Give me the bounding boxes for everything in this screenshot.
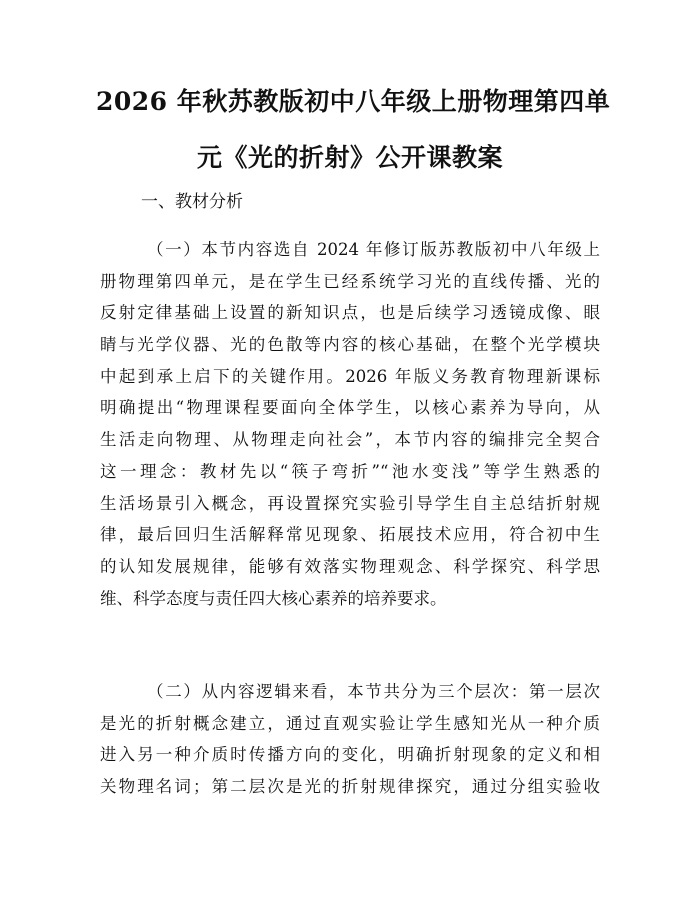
section-heading: 一、教材分析 (141, 192, 243, 212)
paragraph-1-line: 中起到承上启下的关键作用。2026 年版义务教育物理新课标 (100, 366, 600, 386)
paragraph-1-line: 维、科学态度与责任四大核心素养的培养要求。 (100, 588, 447, 608)
paragraph-2-line: （二）从内容逻辑来看，本节共分为三个层次：第一层次 (147, 682, 600, 701)
title-line-1: 2026 年秋苏教版初中八年级上册物理第四单 (96, 87, 611, 116)
title-line-2: 元《光的折射》公开课教案 (196, 143, 503, 172)
paragraph-2-line: 关物理名词；第二层次是光的折射规律探究，通过分组实验收 (100, 777, 600, 797)
paragraph-1-line: 的认知发展规律，能够有效落实物理观念、科学探究、科学思 (100, 556, 600, 576)
paragraph-2-line: 是光的折射概念建立，通过直观实验让学生感知光从一种介质 (100, 713, 600, 733)
paragraph-1-line: 明确提出“物理课程要面向全体学生，以核心素养为导向，从 (100, 398, 600, 418)
paragraph-2 (100, 676, 600, 803)
paragraph-2-line: 进入另一种介质时传播方向的变化，明确折射现象的定义和相 (100, 745, 600, 765)
paragraph-1-line: 律，最后回归生活解释常见现象、拓展技术应用，符合初中生 (100, 525, 600, 545)
paragraph-1-line: 生活场景引入概念，再设置探究实验引导学生自主总结折射规 (100, 493, 600, 513)
paragraph-1-line: 睛与光学仪器、光的色散等内容的核心基础，在整个光学模块 (100, 335, 600, 355)
document-title (96, 78, 611, 182)
paragraph-1-line: 生活走向物理、从物理走向社会”，本节内容的编排完全契合 (100, 430, 600, 450)
paragraph-1-line: （一）本节内容选自 2024 年修订版苏教版初中八年级上 (147, 240, 600, 259)
paragraph-1 (100, 234, 600, 614)
paragraph-1-line: 反射定律基础上设置的新知识点，也是后续学习透镜成像、眼 (100, 303, 600, 323)
paragraph-1-line: 册物理第四单元，是在学生已经系统学习光的直线传播、光的 (100, 271, 600, 291)
paragraph-1-line: 这一理念：教材先以“筷子弯折”“池水变浅”等学生熟悉的 (100, 461, 600, 481)
